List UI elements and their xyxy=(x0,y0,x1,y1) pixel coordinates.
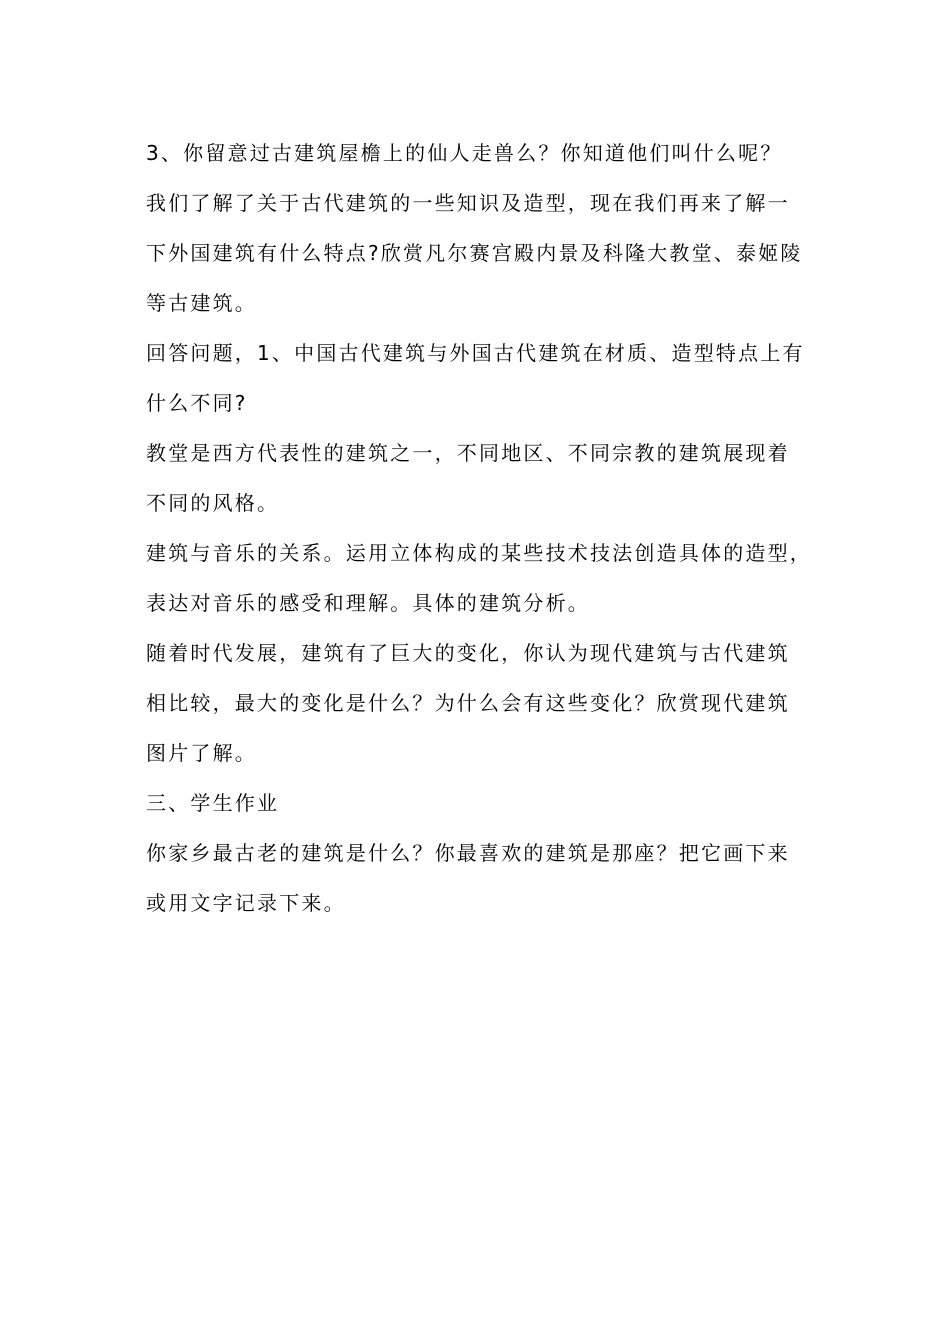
text-line: 什么不同? xyxy=(146,391,248,415)
text-line: 不同的风格。 xyxy=(146,491,280,515)
text-line: 我们了解了关于古代建筑的一些知识及造型，现在我们再来了解一 xyxy=(146,191,790,215)
text-line: 回答问题，1、中国古代建筑与外国古代建筑在材质、造型特点上有 xyxy=(146,341,805,365)
text-line: 建筑与音乐的关系。运用立体构成的某些技术技法创造具体的造型， xyxy=(146,541,812,565)
document-body xyxy=(146,128,836,928)
text-line: 图片了解。 xyxy=(146,741,257,765)
text-line: 或用文字记录下来。 xyxy=(146,891,346,915)
text-line: 等古建筑。 xyxy=(146,291,257,315)
text-line: 教堂是西方代表性的建筑之一，不同地区、不同宗教的建筑展现着 xyxy=(146,441,790,465)
text-line: 下外国建筑有什么特点?欣赏凡尔赛宫殿内景及科隆大教堂、泰姬陵 xyxy=(146,241,803,265)
text-line: 你家乡最古老的建筑是什么？你最喜欢的建筑是那座？把它画下来 xyxy=(146,841,790,865)
text-line-question-3: 3、你留意过古建筑屋檐上的仙人走兽么？你知道他们叫什么呢？ xyxy=(146,141,783,165)
section-heading-student-homework: 三、学生作业 xyxy=(146,791,280,815)
text-line: 相比较，最大的变化是什么？为什么会有这些变化？欣赏现代建筑 xyxy=(146,691,790,715)
text-line: 表达对音乐的感受和理解。具体的建筑分析。 xyxy=(146,591,590,615)
text-line: 随着时代发展，建筑有了巨大的变化，你认为现代建筑与古代建筑 xyxy=(146,641,790,665)
